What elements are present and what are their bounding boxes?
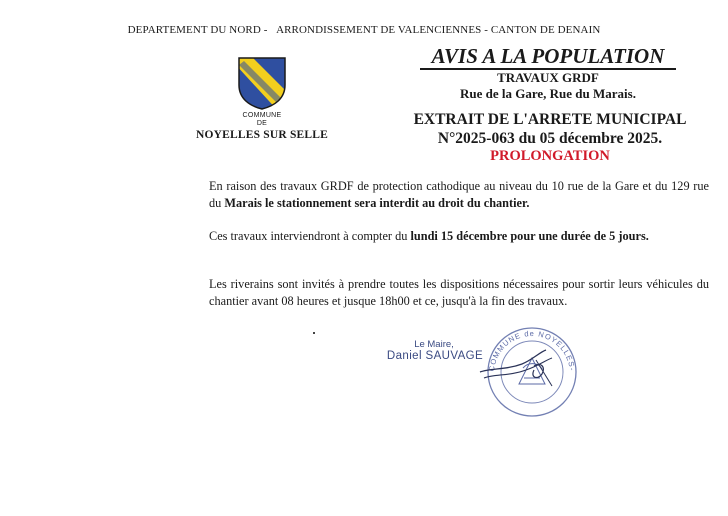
mayor-name: Daniel SAUVAGE <box>386 350 484 362</box>
commune-name: NOYELLES SUR SELLE <box>195 129 329 141</box>
department-label: DEPARTEMENT DU NORD - <box>127 24 268 36</box>
mayor-signature <box>476 330 586 420</box>
scan-mark <box>313 332 315 334</box>
notice-title: AVIS A LA POPULATION <box>431 44 665 68</box>
svg-text:COMMUNE de NOYELLES-SUR-SELLE: COMMUNE de NOYELLES- <box>487 328 577 372</box>
mayor-role: Le Maire, <box>414 339 454 350</box>
page-header <box>0 24 728 36</box>
prolongation-label: PROLONGATION <box>490 148 610 164</box>
arrondissement-label: ARRONDISSEMENT DE VALENCIENNES - CANTON DE DENAIN <box>276 24 601 36</box>
paragraph-reason <box>209 178 709 212</box>
paragraph-residents: Les riverains sont invités à prendre toutes les dispositions nécessaires pour sortir leurs véhicules du chantier avant 08 heures et jusque 18h00 et ce, jusqu'à la fin des travaux. <box>209 277 709 308</box>
commune-label-line1: COMMUNE <box>242 112 282 119</box>
paragraph-dates <box>209 228 709 245</box>
decree-extract-heading: EXTRAIT DE L'ARRETE MUNICIPAL <box>413 111 687 128</box>
paragraph-dates-text: Ces travaux interviendront à compter du <box>209 229 411 243</box>
commune-label <box>200 112 324 128</box>
paragraph-reason-text: En raison des travaux GRDF de protection cathodique au niveau du 10 rue de la Gare et du 129 rue du <box>209 179 709 210</box>
paragraph-reason-bold: Marais le stationnement sera interdit au droit du chantier. <box>224 196 530 210</box>
paragraph-dates-bold: lundi 15 décembre pour une durée de 5 jours. <box>410 229 649 243</box>
commune-label-line2: DE <box>256 120 268 127</box>
notice-streets: Rue de la Gare, Rue du Marais. <box>460 86 636 101</box>
decree-number: N°2025-063 du 05 décembre 2025. <box>437 130 663 147</box>
coat-of-arms-icon <box>236 55 288 111</box>
notice-subtitle: TRAVAUX GRDF <box>497 70 599 85</box>
